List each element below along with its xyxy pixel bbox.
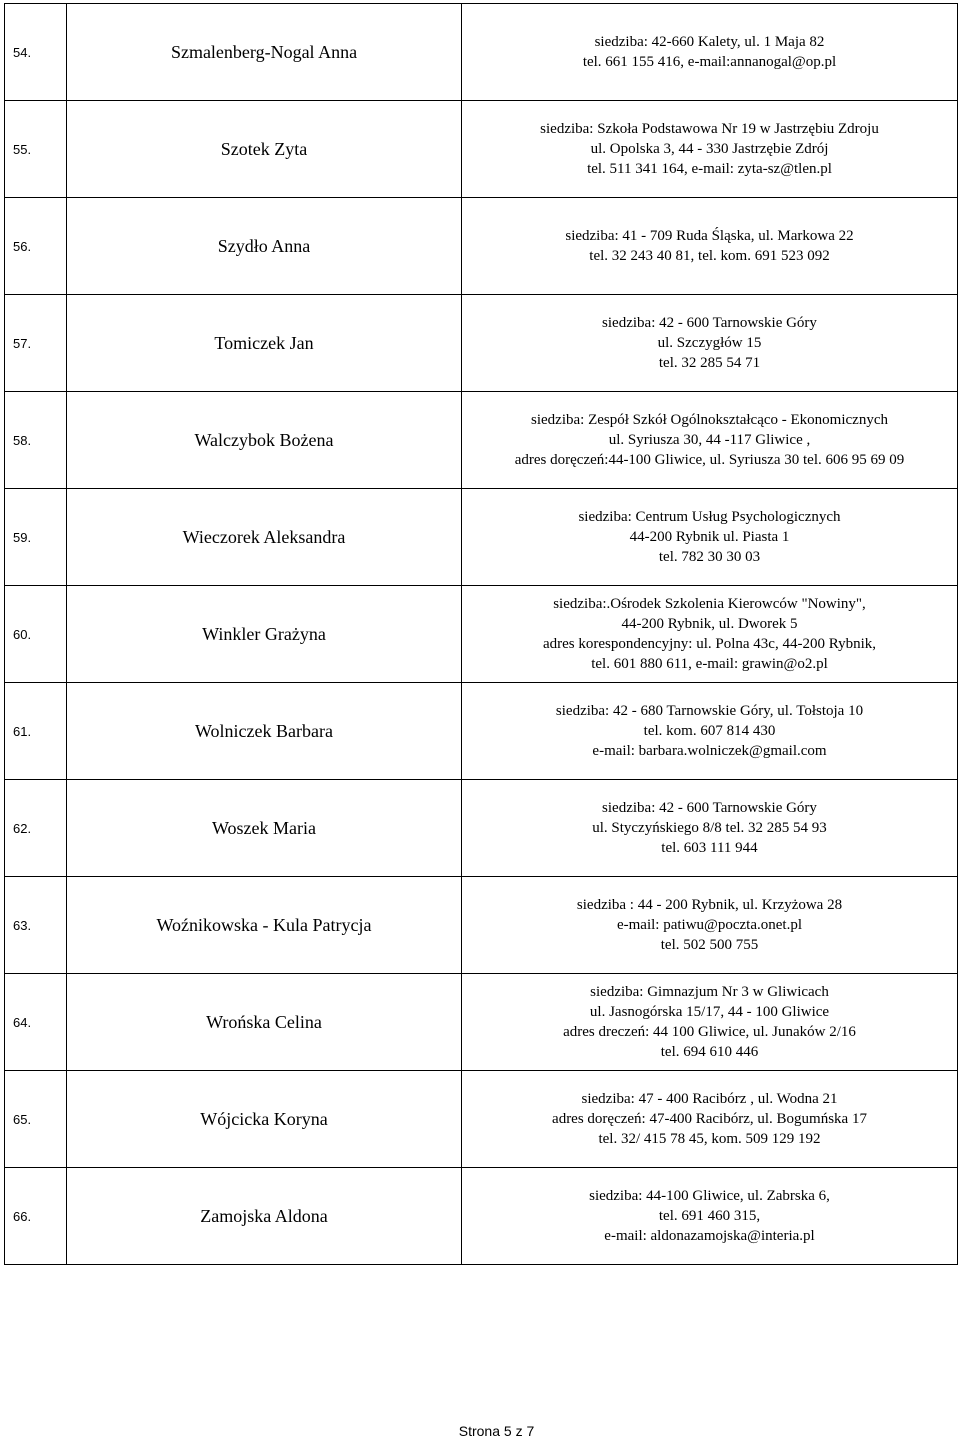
register-body [5,4,958,1265]
person-name: Wójcicka Koryna [67,1071,462,1168]
contact-line: tel. 661 155 416, e-mail:annanogal@op.pl [582,54,837,70]
row-number: 61. [5,683,67,780]
contact-line: e-mail: aldonazamojska@interia.pl [604,1228,815,1244]
person-name: Szmalenberg-Nogal Anna [67,4,462,101]
row-number: 64. [5,974,67,1071]
row-number: 57. [5,295,67,392]
contact-details [462,1168,958,1265]
row-number: 55. [5,101,67,198]
table-row [5,1071,958,1168]
person-name: Woźnikowska - Kula Patrycja [67,877,462,974]
table-row [5,683,958,780]
contact-line: adres dreczeń: 44 100 Gliwice, ul. Junaków 2/16 [563,1024,856,1040]
contact-line: ul. Syriusza 30, 44 -117 Gliwice , [608,432,811,448]
contact-line: siedziba: 44-100 Gliwice, ul. Zabrska 6, [589,1188,830,1204]
contact-line: tel. 694 610 446 [660,1044,759,1060]
page-footer: Strona 5 z 7 [458,1423,535,1439]
contact-line: tel. 502 500 755 [660,937,759,953]
contact-line: ul. Jasnogórska 15/17, 44 - 100 Gliwice [589,1004,830,1020]
contact-details [462,101,958,198]
row-number: 63. [5,877,67,974]
contact-details [462,392,958,489]
contact-details [462,4,958,101]
contact-line: e-mail: barbara.wolniczek@gmail.com [592,743,827,759]
contact-line: tel. 603 111 944 [661,840,758,856]
person-name: Wrońska Celina [67,974,462,1071]
person-name: Tomiczek Jan [67,295,462,392]
contact-details [462,295,958,392]
table-row [5,780,958,877]
contact-details [462,586,958,683]
row-number: 54. [5,4,67,101]
contact-details [462,198,958,295]
table-row [5,586,958,683]
contact-details [462,877,958,974]
contact-line: siedziba:.Ośrodek Szkolenia Kierowców "Nowiny", [553,596,866,612]
table-row [5,489,958,586]
person-name: Wieczorek Aleksandra [67,489,462,586]
contact-line: ul. Opolska 3, 44 - 330 Jastrzębie Zdrój [590,141,829,157]
person-name: Winkler Grażyna [67,586,462,683]
table-row [5,392,958,489]
contact-line: siedziba: 42 - 600 Tarnowskie Góry [602,315,817,331]
person-name: Walczybok Bożena [67,392,462,489]
contact-line: siedziba: Gimnazjum Nr 3 w Gliwicach [590,984,829,1000]
contact-line: e-mail: patiwu@poczta.onet.pl [616,917,802,933]
contact-line: ul. Styczyńskiego 8/8 tel. 32 285 54 93 [592,820,827,836]
table-row [5,198,958,295]
person-name: Zamojska Aldona [67,1168,462,1265]
row-number: 62. [5,780,67,877]
row-number: 60. [5,586,67,683]
person-name: Wolniczek Barbara [67,683,462,780]
contact-line: siedziba: Centrum Usług Psychologicznych [578,509,841,525]
row-number: 66. [5,1168,67,1265]
contact-line: siedziba: 42 - 600 Tarnowskie Góry [602,800,817,816]
contact-details [462,780,958,877]
contact-line: tel. 511 341 164, e-mail: zyta-sz@tlen.pl [587,161,832,177]
contact-line: adres doręczeń: 47-400 Racibórz, ul. Bogumńska 17 [552,1111,867,1127]
table-row [5,295,958,392]
row-number: 65. [5,1071,67,1168]
contact-line: siedziba : 44 - 200 Rybnik, ul. Krzyżowa 28 [576,897,843,913]
contact-details [462,974,958,1071]
contact-line: tel. 601 880 611, e-mail: grawin@o2.pl [591,656,828,672]
contact-line: tel. 32 285 54 71 [658,355,761,371]
contact-line: 44-200 Rybnik ul. Piasta 1 [629,529,790,545]
table-row [5,974,958,1071]
contact-line: tel. 782 30 30 03 [658,549,761,565]
contact-line: siedziba: Zespół Szkół Ogólnokształcąco - Ekonomicznych [531,412,888,428]
row-number: 59. [5,489,67,586]
register-table [4,3,958,1265]
contact-line: siedziba: 47 - 400 Racibórz , ul. Wodna 21 [581,1091,838,1107]
contact-line: tel. kom. 607 814 430 [643,723,776,739]
contact-line: siedziba: 41 - 709 Ruda Śląska, ul. Markowa 22 [565,228,854,244]
contact-line: siedziba: 42-660 Kalety, ul. 1 Maja 82 [594,34,825,50]
row-number: 56. [5,198,67,295]
contact-details [462,1071,958,1168]
contact-line: adres korespondencyjny: ul. Polna 43c, 44-200 Rybnik, [542,636,877,652]
person-name: Szydło Anna [67,198,462,295]
contact-line: tel. 32 243 40 81, tel. kom. 691 523 092 [589,248,830,264]
contact-details [462,683,958,780]
table-row [5,4,958,101]
table-row [5,877,958,974]
person-name: Woszek Maria [67,780,462,877]
contact-line: siedziba: Szkoła Podstawowa Nr 19 w Jastrzębiu Zdroju [540,121,879,137]
table-row [5,1168,958,1265]
person-name: Szotek Zyta [67,101,462,198]
contact-line: tel. 691 460 315, [658,1208,761,1224]
contact-details [462,489,958,586]
contact-line: siedziba: 42 - 680 Tarnowskie Góry, ul. Tołstoja 10 [555,703,864,719]
row-number: 58. [5,392,67,489]
contact-line: ul. Szczygłów 15 [657,335,762,351]
contact-line: adres doręczeń:44-100 Gliwice, ul. Syriusza 30 tel. 606 95 69 09 [514,452,905,468]
table-row [5,101,958,198]
contact-line: tel. 32/ 415 78 45, kom. 509 129 192 [598,1131,821,1147]
contact-line: 44-200 Rybnik, ul. Dworek 5 [621,616,798,632]
